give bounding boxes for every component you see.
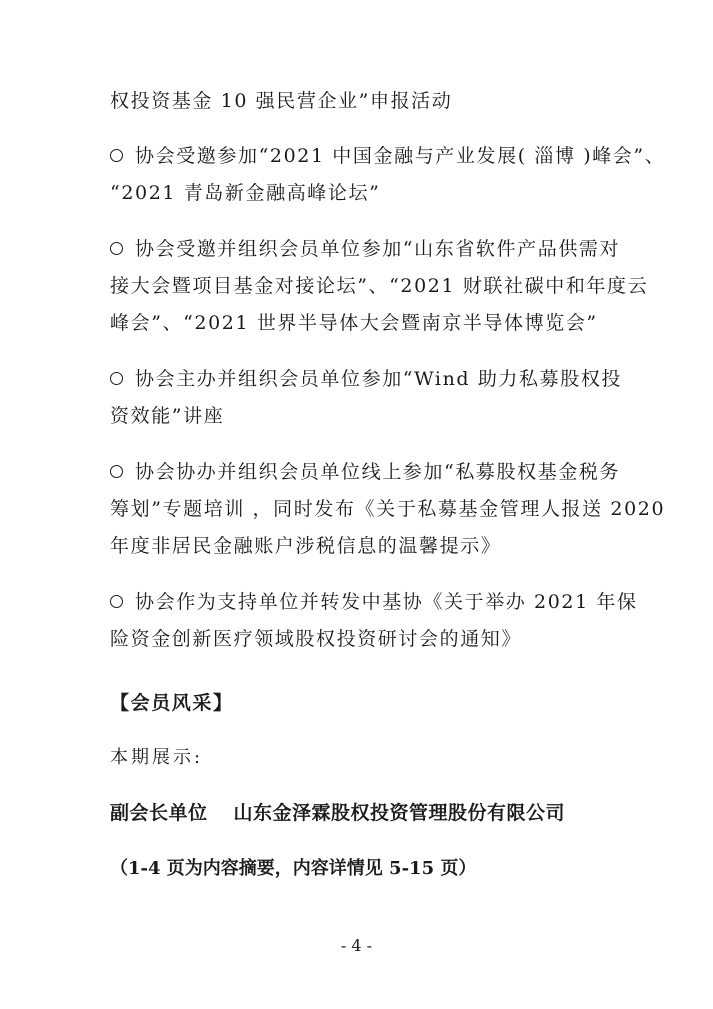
circle-bullet-icon (110, 242, 123, 255)
line-text: 年度非居民金融账户涉税信息的温馨提示》 (110, 535, 502, 557)
page-number: - 4 - (340, 936, 373, 955)
section-title: 【会员风采】 (110, 692, 234, 714)
bullet-line (110, 589, 638, 615)
bullet-line (110, 143, 665, 169)
text-line (110, 310, 598, 336)
circle-bullet-icon (110, 465, 123, 478)
page-range-note: （1-4 页为内容摘要，内容详情见 5-15 页） (110, 858, 477, 879)
featured-company (110, 800, 565, 826)
line-text: 协会协办并组织会员单位线上参加“私募股权基金税务 (135, 461, 621, 483)
line-text: 协会作为支持单位并转发中基协《关于举办 2021 年保 (135, 591, 638, 613)
line-text: 权投资基金 10 强民营企业”申报活动 (110, 90, 453, 112)
text-line (110, 88, 452, 114)
bullet-line (110, 459, 620, 485)
line-text: 筹划”专题培训 ，同时发布《关于私募基金管理人报送 2020 (110, 498, 666, 520)
line-text: 资效能”讲座 (110, 405, 225, 427)
text-line (110, 403, 224, 429)
line-text: 接大会暨项目基金对接论坛”、“2021 财联社碳中和年度云 (110, 275, 649, 297)
text-line (110, 626, 522, 652)
line-text: 协会受邀参加“2021 中国金融与产业发展( 淄博 )峰会”、 (135, 145, 666, 167)
text-line (110, 180, 380, 206)
intro-text: 本期展示: (110, 747, 204, 768)
company-name: 山东金泽霖股权投资管理股份有限公司 (233, 802, 566, 824)
bullet-line (110, 236, 620, 262)
circle-bullet-icon (110, 595, 123, 608)
line-text: “2021 青岛新金融高峰论坛” (110, 182, 381, 204)
text-line (110, 533, 501, 559)
circle-bullet-icon (110, 372, 123, 385)
line-text: 协会受邀并组织会员单位参加“山东省软件产品供需对 (135, 238, 621, 260)
line-text: 峰会”、“2021 世界半导体大会暨南京半导体博览会” (110, 312, 598, 334)
line-text: 险资金创新医疗领域股权投资研讨会的通知》 (110, 628, 523, 650)
line-text: 协会主办并组织会员单位参加“Wind 助力私募股权投 (135, 368, 623, 390)
text-line (110, 496, 665, 522)
circle-bullet-icon (110, 149, 123, 162)
text-line (110, 273, 648, 299)
company-role: 副会长单位 (110, 802, 208, 824)
bullet-line (110, 366, 622, 392)
